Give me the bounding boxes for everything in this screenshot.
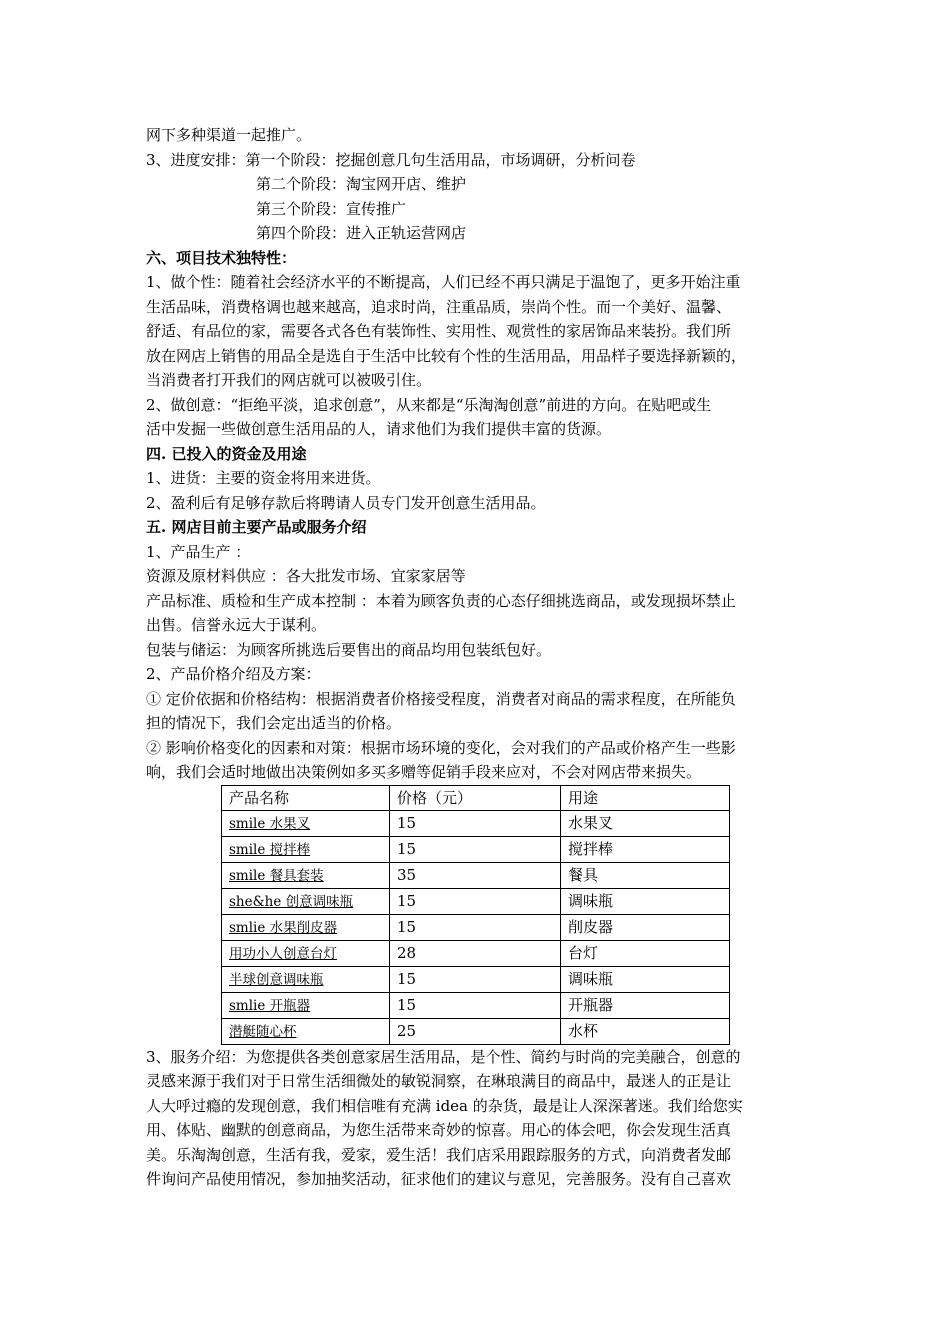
header-price: 价格（元）: [390, 785, 561, 810]
section-heading: 五. 网店目前主要产品或服务介绍: [146, 518, 367, 536]
document-page: [146, 123, 810, 1192]
price-cell: 15: [390, 888, 561, 914]
text-line: 件询问产品使用情况，参加抽奖活动，征求他们的建议与意见，完善服务。没有自己喜欢: [146, 1170, 732, 1188]
product-name-link: 半球创意调味瓶: [229, 971, 324, 988]
text-line: 响，我们会适时地做出决策例如多买多赠等促销手段来应对，不会对网店带来损失。: [146, 763, 702, 781]
product-name-link: smlie 开瓶器: [229, 997, 311, 1014]
price-cell: 15: [390, 914, 561, 940]
price-cell: 25: [390, 1018, 561, 1044]
use-cell: 削皮器: [561, 914, 730, 940]
section-heading: 四. 已投入的资金及用途: [146, 444, 307, 463]
table-header-row: [222, 785, 730, 810]
text-line: ② 影响价格变化的因素和对策：根据市场环境的变化，会对我们的产品或价格产生一些影: [146, 738, 736, 757]
product-name-cell: [222, 810, 390, 836]
product-name-cell: [222, 888, 390, 914]
text-line: 舒适、有品位的家，需要各式各色有装饰性、实用性、观赏性的家居饰品来装扮。我们所: [146, 322, 732, 340]
table-row: [222, 940, 730, 966]
product-name-link: she&he 创意调味瓶: [229, 893, 354, 910]
use-cell: 餐具: [561, 862, 730, 888]
text-line: 产品标准、质检和生产成本控制 ：本着为顾客负责的心态仔细挑选商品，或发现损坏禁止: [146, 591, 736, 610]
text-line: ① 定价依据和价格结构：根据消费者价格接受程度，消费者对商品的需求程度，在所能负: [146, 689, 736, 708]
text-line: 包装与储运：为顾客所挑选后要售出的商品均用包装纸包好。: [146, 640, 552, 659]
text-line: 放在网店上销售的用品全是选自于生活中比较有个性的生活用品，用品样子要选择新颖的，: [146, 346, 747, 365]
text-line: 3、进度安排：第一个阶段：挖掘创意几句生活用品，市场调研，分析问卷: [146, 150, 636, 169]
text-line: 用、体贴、幽默的创意商品，为您生活带来奇妙的惊喜。用心的体会吧，你会发现生活真: [146, 1121, 732, 1139]
text-line: 2、做创意：“拒绝平淡，追求创意”，从来都是“乐淘淘创意”前进的方向。在贴吧或生: [146, 395, 712, 414]
text-line: 第四个阶段：进入正轨运营网店: [256, 224, 467, 242]
text-line: 3、服务介绍：为您提供各类创意家居生活用品，是个性、简约与时尚的完美融合，创意的: [146, 1047, 741, 1066]
product-name-cell: [222, 1018, 390, 1044]
text-line: 活中发掘一些做创意生活用品的人，请求他们为我们提供丰富的货源。: [146, 420, 612, 438]
table-row: [222, 1018, 730, 1044]
header-use: 用途: [561, 785, 730, 810]
product-name-cell: [222, 836, 390, 862]
product-name-cell: [222, 966, 390, 992]
product-name-link: smile 水果叉: [229, 815, 311, 832]
product-name-link: smile 餐具套装: [229, 867, 324, 884]
table-row: [222, 914, 730, 940]
product-name-cell: [222, 940, 390, 966]
price-cell: 15: [390, 966, 561, 992]
text-line: 出售。信誉永远大于谋利。: [146, 616, 327, 634]
text-line: 人大呼过瘾的发现创意，我们相信唯有充满 idea 的杂货，最是让人深深著迷。我们给您实: [146, 1096, 743, 1115]
text-line: 1、产品生产 ：: [146, 542, 251, 561]
table-row: [222, 992, 730, 1018]
price-cell: 35: [390, 862, 561, 888]
text-line: 网下多种渠道一起推广。: [146, 126, 312, 144]
price-cell: 28: [390, 940, 561, 966]
table-row: [222, 862, 730, 888]
use-cell: 调味瓶: [561, 888, 730, 914]
text-line: 2、盈利后有足够存款后将聘请人员专门发开创意生活用品。: [146, 493, 546, 512]
use-cell: 台灯: [561, 940, 730, 966]
table-row: [222, 836, 730, 862]
use-cell: 搅拌棒: [561, 836, 730, 862]
bottom-text-block: [146, 1045, 810, 1192]
table-row: [222, 810, 730, 836]
product-name-cell: [222, 914, 390, 940]
text-line: 生活品味，消费格调也越来越高，追求时尚，注重品质，崇尚个性。而一个美好、温馨、: [146, 297, 732, 316]
product-name-link: smlie 水果削皮器: [229, 919, 338, 936]
text-line: 1、进货：主要的资金将用来进货。: [146, 469, 381, 487]
text-line: 当消费者打开我们的网店就可以被吸引住。: [146, 371, 432, 389]
table-row: [222, 888, 730, 914]
header-product-name: 产品名称: [222, 785, 390, 810]
price-cell: 15: [390, 992, 561, 1018]
text-line: 美。乐淘淘创意，生活有我，爱家，爱生活！我们店采用跟踪服务的方式，向消费者发邮: [146, 1145, 732, 1164]
text-line: 1、做个性：随着社会经济水平的不断提高，人们已经不再只满足于温饱了，更多开始注重: [146, 273, 741, 291]
use-cell: 开瓶器: [561, 992, 730, 1018]
use-cell: 水果叉: [561, 810, 730, 836]
text-line: 资源及原材料供应 ：各大批发市场、宜家家居等: [146, 567, 466, 585]
product-price-table: [221, 785, 730, 1045]
text-line: 灵感来源于我们对于日常生活细微处的敏锐洞察，在琳琅满目的商品中，最迷人的正是让: [146, 1072, 732, 1090]
text-line: 第三个阶段：宣传推广: [256, 199, 407, 218]
product-name-cell: [222, 862, 390, 888]
table-row: [222, 966, 730, 992]
product-name-link: 用功小人创意台灯: [229, 945, 337, 962]
product-name-link: 潜艇随心杯: [229, 1023, 297, 1040]
use-cell: 调味瓶: [561, 966, 730, 992]
text-line: 2、产品价格介绍及方案：: [146, 665, 321, 683]
section-heading: 六、项目技术独特性：: [146, 248, 297, 267]
product-name-link: smile 搅拌棒: [229, 841, 311, 858]
price-cell: 15: [390, 810, 561, 836]
product-name-cell: [222, 992, 390, 1018]
use-cell: 水杯: [561, 1018, 730, 1044]
top-text-block: [146, 123, 810, 785]
text-line: 担的情况下，我们会定出适当的价格。: [146, 714, 402, 732]
price-cell: 15: [390, 836, 561, 862]
text-line: 第二个阶段：淘宝网开店、维护: [256, 175, 467, 193]
